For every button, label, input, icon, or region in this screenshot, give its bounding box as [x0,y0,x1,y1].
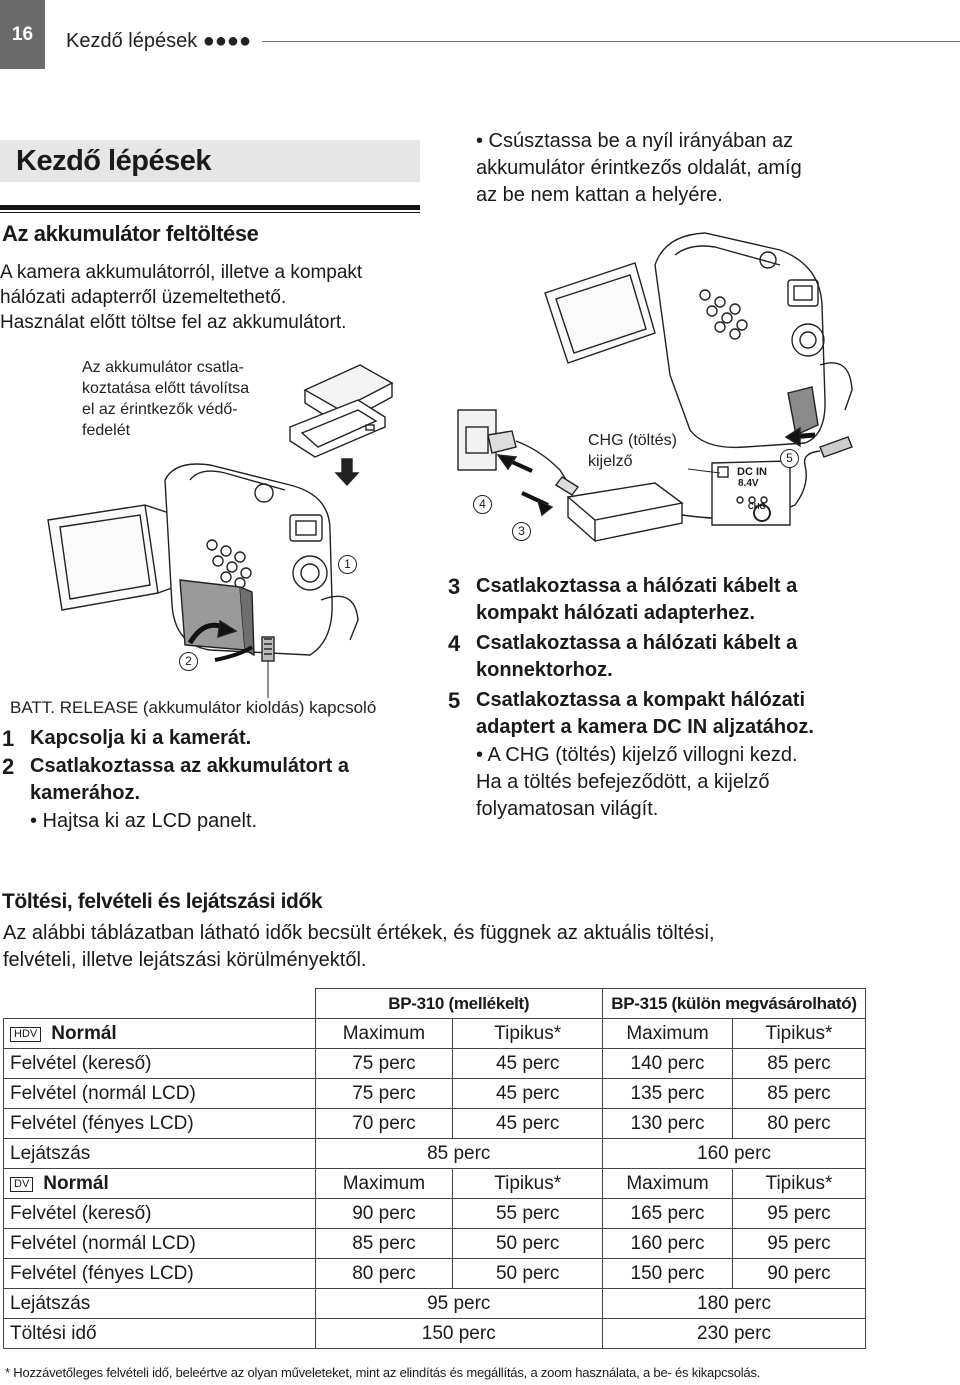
table-row [4,1259,866,1289]
dc-voltage-label: 8.4V [738,478,759,489]
marker-2: 2 [179,652,198,671]
step-text: Csatlakoztassa az akkumulátort a [30,755,350,777]
bullet-line: Ha a töltés befejeződött, a kijelző [476,771,770,793]
section-title: Kezdő lépések [16,145,211,177]
table-cell: Tipikus* [732,1169,865,1199]
callout-line: fedelét [82,422,131,439]
charging-intro-line: A kamera akkumulátorról, illetve a kompakt [0,262,363,283]
step-text: Csatlakoztassa a hálózati kábelt a [476,632,798,654]
battery-times-table [3,988,866,1349]
row-label: Felvétel (fényes LCD) [4,1109,316,1139]
table-cell: Maximum [315,1169,453,1199]
bullet-line: • A CHG (töltés) kijelző villogni kezd. [476,744,798,766]
step-text: konnektorhoz. [476,659,613,681]
step-3 [448,573,908,627]
row-label: Felvétel (normál LCD) [4,1229,316,1259]
step-1 [2,725,422,752]
hdv-badge: HDV [10,1027,41,1042]
table-cell: 45 perc [453,1049,603,1079]
table-cell: 140 perc [603,1049,733,1079]
table-cell: 50 perc [453,1229,603,1259]
marker-5: 5 [780,449,799,468]
chg-label-line: kijelző [588,453,633,470]
table-cell: Maximum [603,1169,733,1199]
table-row [4,1049,866,1079]
times-intro [3,920,715,974]
table-row [4,1289,866,1319]
table-cell: 160 perc [603,1229,733,1259]
bullet-open-lcd: • Hajtsa ki az LCD panelt. [30,810,258,832]
table-cell: 165 perc [603,1199,733,1229]
step-text: kamerához. [30,782,141,804]
step-2 [2,753,422,807]
step-text: Csatlakoztassa a kompakt hálózati [476,689,806,711]
times-intro-line: Az alábbi táblázatban látható idők becsült értékek, és függnek az aktuális töltési, [3,922,715,944]
callout-line: Az akkumulátor csatla- [82,359,244,376]
table-row [4,1139,866,1169]
step-4 [448,630,908,684]
step-text: Csatlakoztassa a hálózati kábelt a [476,575,798,597]
battery-attach-illustration [40,355,420,700]
page-number: 16 [0,0,45,69]
table-cell: Maximum [603,1019,733,1049]
footnote: * Hozzávetőleges felvételi idő, beleértve az olyan műveleteket, mint az elindítás és megállítás, a zoom használata, a be- és kikapcsolás. [5,1365,761,1380]
table-cell: Tipikus* [453,1019,603,1049]
table-row-dv-mode [4,1169,866,1199]
table-cell: Maximum [315,1019,453,1049]
table-cell: 80 perc [315,1259,453,1289]
table-cell: 130 perc [603,1109,733,1139]
table-cell: 45 perc [453,1109,603,1139]
table-corner [4,989,316,1019]
table-cell: 85 perc [732,1079,865,1109]
table-cell: 150 perc [315,1319,603,1349]
table-cell: 90 perc [315,1199,453,1229]
bullet-chg-indicator [476,742,798,823]
battery-header-bp310: BP-310 (mellékelt) [315,989,603,1019]
chg-indicator-label [588,430,677,472]
table-cell: 95 perc [732,1199,865,1229]
step-text: adaptert a kamera DC IN aljzatához. [476,716,814,738]
table-cell: 80 perc [732,1109,865,1139]
table-row [4,1199,866,1229]
charging-connection-illustration [450,225,860,560]
step-number: 5 [448,688,461,713]
section-rule-thin [0,212,420,213]
step-text: Kapcsolja ki a kamerát. [30,727,252,749]
table-cell: 75 perc [315,1079,453,1109]
chg-label-line: CHG (töltés) [588,432,677,449]
row-label: Felvétel (kereső) [4,1049,316,1079]
mode-label: Normál [43,1172,109,1194]
row-label: Lejátszás [4,1289,316,1319]
table-cell: Tipikus* [453,1169,603,1199]
charging-intro-line: hálózati adapterről üzemeltethető. [0,287,287,308]
table-cell: 160 perc [603,1139,866,1169]
row-label: Felvétel (kereső) [4,1199,316,1229]
charging-intro [0,260,362,335]
chg-small-label: CHG [748,502,766,511]
table-cell: 230 perc [603,1319,866,1349]
charging-heading: Az akkumulátor feltöltése [2,221,259,246]
batt-release-label: BATT. RELEASE (akkumulátor kioldás) kapcsoló [10,698,377,717]
table-cell: 70 perc [315,1109,453,1139]
table-cell: 135 perc [603,1079,733,1109]
hdv-mode-cell [4,1019,316,1049]
table-cell: 90 perc [732,1259,865,1289]
row-label: Lejátszás [4,1139,316,1169]
table-row-hdv-mode [4,1019,866,1049]
table-cell: 95 perc [732,1229,865,1259]
times-heading: Töltési, felvételi és lejátszási idők [2,890,323,913]
dv-badge: DV [10,1177,33,1192]
bullet-line: folyamatosan világít. [476,798,659,820]
step-number: 1 [2,726,15,751]
marker-4: 4 [473,495,492,514]
step-number: 2 [2,754,15,779]
table-cell: 85 perc [315,1139,603,1169]
dc-in-label: DC IN [737,466,767,478]
section-rule-thick [0,205,420,210]
callout-line: koztatása előtt távolítsa [82,380,250,397]
dv-mode-cell [4,1169,316,1199]
mode-label: Normál [51,1022,117,1044]
table-cell: 45 perc [453,1079,603,1109]
times-intro-line: felvételi, illetve lejátszási körülményektől. [3,949,367,971]
table-cell: 85 perc [315,1229,453,1259]
table-row [4,1319,866,1349]
bullet-line: • Csúsztassa be a nyíl irányában az [476,130,794,152]
bullet-line: az be nem kattan a helyére. [476,184,723,206]
bullet-slide-battery [476,128,802,209]
row-label: Felvétel (normál LCD) [4,1079,316,1109]
table-cell: 85 perc [732,1049,865,1079]
table-row [4,1229,866,1259]
table-cell: 150 perc [603,1259,733,1289]
marker-3: 3 [512,522,531,541]
step-5 [448,687,918,741]
table-cell: 180 perc [603,1289,866,1319]
step-number: 3 [448,574,461,599]
table-cell: 75 perc [315,1049,453,1079]
table-cell: 50 perc [453,1259,603,1289]
step-number: 4 [448,631,461,656]
table-row [4,1079,866,1109]
table-cell: 55 perc [453,1199,603,1229]
header-rule [262,41,960,42]
bullet-line: akkumulátor érintkezős oldalát, amíg [476,157,802,179]
row-label: Felvétel (fényes LCD) [4,1259,316,1289]
battery-header-bp315: BP-315 (külön megvásárolható) [603,989,866,1019]
running-title: Kezdő lépések ●●●● [66,30,252,52]
table-cell: 95 perc [315,1289,603,1319]
callout-line: el az érintkezők védő- [82,401,238,418]
table-row [4,1109,866,1139]
marker-1: 1 [338,555,357,574]
step-text: kompakt hálózati adapterhez. [476,602,755,624]
table-cell: Tipikus* [732,1019,865,1049]
row-label: Töltési idő [4,1319,316,1349]
charging-intro-line: Használat előtt töltse fel az akkumulátort. [0,312,347,333]
table-header-row [4,989,866,1019]
